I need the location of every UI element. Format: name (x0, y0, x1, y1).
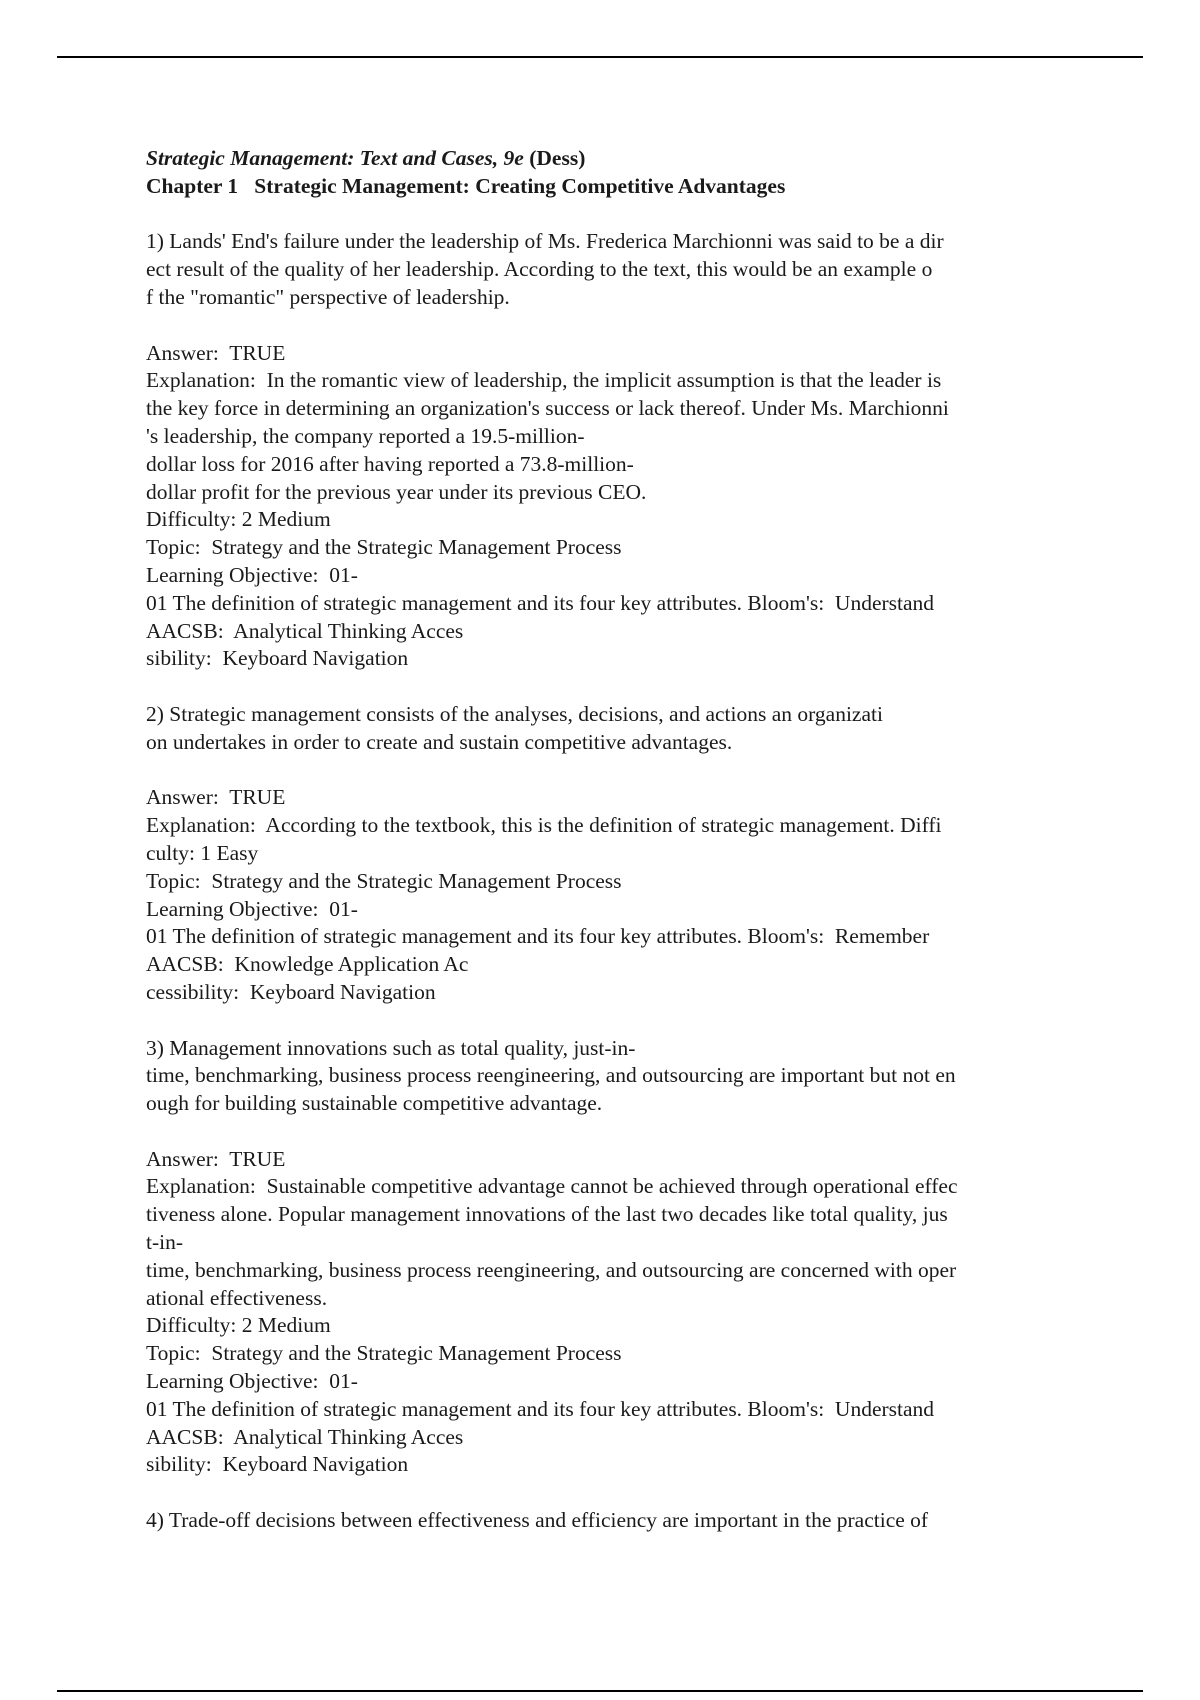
detail-line: AACSB: Analytical Thinking Acces (146, 618, 464, 643)
detail-line: Topic: Strategy and the Strategic Management Process (146, 868, 622, 893)
answer-line: Answer: TRUE (146, 1146, 286, 1171)
bottom-rule (57, 1690, 1143, 1692)
detail-line: the key force in determining an organization's success or lack thereof. Under Ms. Marchionni (146, 396, 949, 421)
book-title (146, 145, 1106, 173)
answer-line: Answer: TRUE (146, 785, 286, 810)
question-line: on undertakes in order to create and sustain competitive advantages. (146, 729, 733, 754)
chapter-heading: Chapter 1 Strategic Management: Creating Competitive Advantages (146, 173, 786, 198)
book-author: (Dess) (523, 146, 586, 170)
book-title-italic: Strategic Management: Text and Cases, 9e (146, 146, 524, 170)
question-text (146, 1035, 1106, 1118)
detail-line: AACSB: Analytical Thinking Acces (146, 1424, 464, 1449)
question-line: 4) Trade-off decisions between effectiveness and efficiency are important in the practice of (146, 1508, 929, 1533)
detail-line: AACSB: Knowledge Application Ac (146, 952, 469, 977)
top-rule (57, 56, 1143, 58)
spacer (146, 201, 1106, 229)
detail-line: tiveness alone. Popular management innovations of the last two decades like total quality, jus (146, 1202, 948, 1227)
detail-line: 01 The definition of strategic management and its four key attributes. Bloom's: Understand (146, 1396, 935, 1421)
detail-line: t-in- (146, 1230, 184, 1255)
detail-line: culty: 1 Easy (146, 840, 259, 865)
answer-line: Answer: TRUE (146, 340, 286, 365)
question-text (146, 701, 1106, 757)
detail-line: Learning Objective: 01- (146, 896, 358, 921)
spacer (146, 757, 1106, 785)
detail-line: sibility: Keyboard Navigation (146, 1452, 409, 1477)
detail-line: Topic: Strategy and the Strategic Management Process (146, 535, 622, 560)
detail-line: ational effectiveness. (146, 1285, 328, 1310)
spacer (146, 312, 1106, 340)
detail-line: time, benchmarking, business process reengineering, and outsourcing are concerned with oper (146, 1257, 957, 1282)
detail-line: dollar profit for the previous year under its previous CEO. (146, 479, 647, 504)
detail-line: 's leadership, the company reported a 19.5-million- (146, 423, 585, 448)
detail-line: 01 The definition of strategic management and its four key attributes. Bloom's: Understand (146, 590, 935, 615)
question-list (146, 201, 1106, 1535)
detail-line: dollar loss for 2016 after having reported a 73.8-million- (146, 451, 634, 476)
question-line: 3) Management innovations such as total quality, just-in- (146, 1035, 636, 1060)
question-line: ough for building sustainable competitive advantage. (146, 1091, 603, 1116)
detail-line: sibility: Keyboard Navigation (146, 646, 409, 671)
answer-details (146, 1146, 1106, 1480)
spacer (146, 1479, 1106, 1507)
question-text (146, 228, 1106, 311)
question-line: f the "romantic" perspective of leadership. (146, 284, 510, 309)
detail-line: cessibility: Keyboard Navigation (146, 979, 436, 1004)
spacer (146, 673, 1106, 701)
detail-line: Difficulty: 2 Medium (146, 1313, 331, 1338)
question-text (146, 1507, 1106, 1535)
detail-line: Difficulty: 2 Medium (146, 507, 331, 532)
question-line: 1) Lands' End's failure under the leadership of Ms. Frederica Marchionni was said to be a dir (146, 229, 944, 254)
detail-line: Explanation: Sustainable competitive advantage cannot be achieved through operational effec (146, 1174, 958, 1199)
detail-line: Topic: Strategy and the Strategic Management Process (146, 1341, 622, 1366)
spacer (146, 1007, 1106, 1035)
answer-details (146, 784, 1106, 1006)
spacer (146, 1118, 1106, 1146)
detail-line: 01 The definition of strategic management and its four key attributes. Bloom's: Remember (146, 924, 930, 949)
detail-line: Learning Objective: 01- (146, 562, 358, 587)
answer-details (146, 340, 1106, 674)
detail-line: Explanation: In the romantic view of leadership, the implicit assumption is that the leader is (146, 368, 942, 393)
question-line: ect result of the quality of her leadership. According to the text, this would be an example o (146, 257, 933, 282)
question-line: time, benchmarking, business process reengineering, and outsourcing are important but not en (146, 1063, 956, 1088)
detail-line: Explanation: According to the textbook, this is the definition of strategic management. Diffi (146, 813, 942, 838)
detail-line: Learning Objective: 01- (146, 1369, 358, 1394)
question-line: 2) Strategic management consists of the analyses, decisions, and actions an organizati (146, 701, 883, 726)
document-body (146, 145, 1106, 1535)
